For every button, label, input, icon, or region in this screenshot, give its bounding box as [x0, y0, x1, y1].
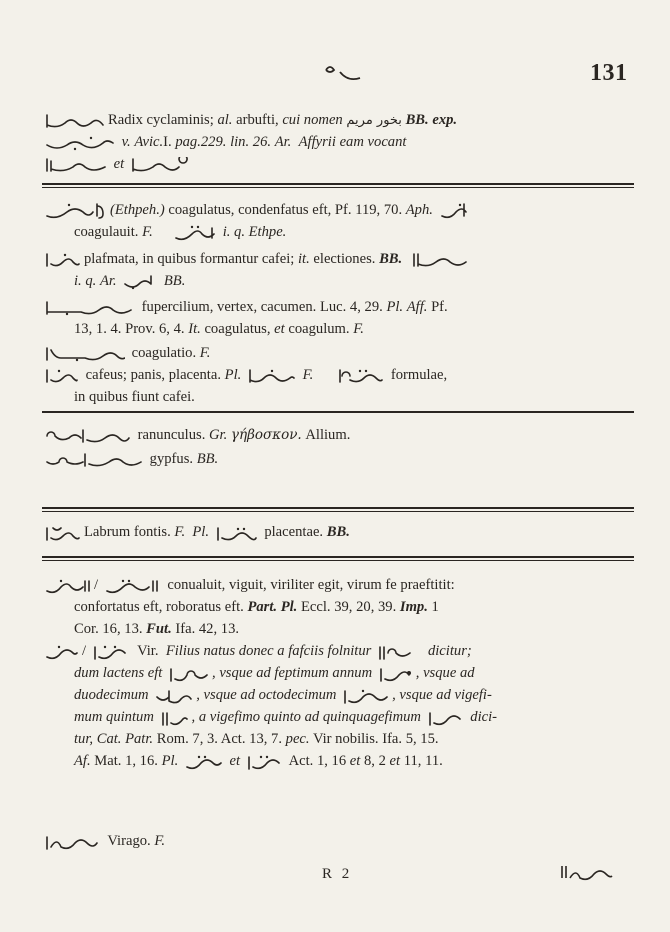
- syriac-word-icon: [174, 224, 216, 242]
- catchword-icon: [560, 862, 616, 882]
- syriac-word-icon: [45, 113, 105, 129]
- syriac-word-icon: [45, 346, 125, 362]
- syriac-word-icon: [45, 368, 79, 384]
- entry-coagulatio: coagulatio. F.: [42, 342, 634, 364]
- signature-mark: R 2: [322, 866, 353, 882]
- syriac-word-icon: [440, 202, 470, 220]
- syriac-word-icon: [428, 709, 464, 727]
- page-number: 131: [590, 60, 628, 86]
- syriac-word-icon: [45, 157, 107, 173]
- section-divider: [42, 507, 634, 509]
- entry-vir: / Vir. Filius natus donec a fafciis folnitur dicitur; dum lactens eft , vsque ad feptimum annum , vsque ad duodecimum , vsque ad octodecimum , vsque ad vigefi- mum quintum , a vigefimo quinto ad quinquagefimum dici- tur, Cat. Patr. Rom. 7, 3. Act. 13, 7. pec. Vir nobilis. Ifa. 5, 15. Af. Mat. 1, 16. Pl. et Act. 1, 16 et 8, 2 et 11, 11.: [42, 640, 634, 772]
- syriac-word-icon: [93, 643, 131, 661]
- entry-labrum-fontis: Labrum fontis. F. Pl. placentae. BB.: [42, 521, 634, 543]
- section-divider: [42, 411, 634, 413]
- syriac-word-icon: [45, 452, 143, 468]
- section-divider: [42, 183, 634, 185]
- syriac-word-icon: [248, 368, 296, 384]
- syriac-word-icon: [45, 524, 81, 542]
- entry-ethpeh-coagulatus: (Ethpeh.) coagulatus, condenfatus eft, Pf. 119, 70. Aph. coagulauit. F. i. q. Ethpe.: [42, 199, 634, 243]
- arabic-word-icon: [45, 135, 115, 151]
- syriac-word-icon: [45, 833, 101, 851]
- syriac-word-icon: [131, 157, 191, 173]
- entry-ranunculus: ranunculus. Gr. γήβοσκον. Allium.: [42, 424, 634, 446]
- entry-conualuit: / conualuit, viguit, viriliter egit, virum fe praeftitit: confortatus eft, roboratus eft. Part. Pl. Eccl. 39, 20, 39. Imp. 1 Cor. 16, 13. Fut. Ifa. 42, 13.: [42, 574, 634, 640]
- entry-supercilium: fupercilium, vertex, cacumen. Luc. 4, 29. Pl. Aff. Pf. 13, 1. 4. Prov. 6, 4. It. coagulatus, et coagulum. F.: [42, 296, 634, 340]
- syriac-word-icon: [216, 524, 258, 542]
- entry-virago: Virago. F.: [42, 830, 634, 852]
- syriac-word-icon: [412, 252, 468, 268]
- syriac-word-icon: [45, 202, 107, 220]
- arabic-word-icon: [123, 274, 157, 290]
- syriac-word-icon: [155, 687, 193, 705]
- entry-gypsus: gypfus. BB.: [42, 448, 634, 470]
- syriac-word-icon: [169, 665, 209, 683]
- syriac-word-icon: [45, 428, 131, 444]
- syriac-word-icon: [45, 643, 79, 661]
- syriac-word-icon: [378, 643, 414, 661]
- syriac-word-icon: [45, 300, 135, 316]
- syriac-word-icon: [185, 753, 223, 771]
- syriac-word-icon: [45, 577, 91, 595]
- syriac-word-icon: [343, 687, 389, 705]
- syriac-running-head-icon: [320, 62, 366, 84]
- syriac-word-icon: [45, 252, 81, 268]
- syriac-word-icon: [161, 709, 189, 727]
- entry-caseus: cafeus; panis, placenta. Pl. F. formulae, in quibus fiunt cafei.: [42, 364, 634, 408]
- syriac-word-icon: [379, 665, 413, 683]
- entry-radix-cyclaminis: Radix cyclaminis; al. arbufti, cui nomen بخور مريم BB. exp. v. Avic.I. pag.229. lin. 26. Ar. Affyrii eam vocant et: [42, 109, 634, 175]
- syriac-word-icon: [247, 753, 283, 771]
- entry-plasmata: plafmata, in quibus formantur cafei; it. electiones. BB. i. q. Ar. BB.: [42, 248, 634, 292]
- syriac-word-icon: [338, 368, 384, 384]
- syriac-word-icon: [105, 577, 161, 595]
- section-divider: [42, 556, 634, 558]
